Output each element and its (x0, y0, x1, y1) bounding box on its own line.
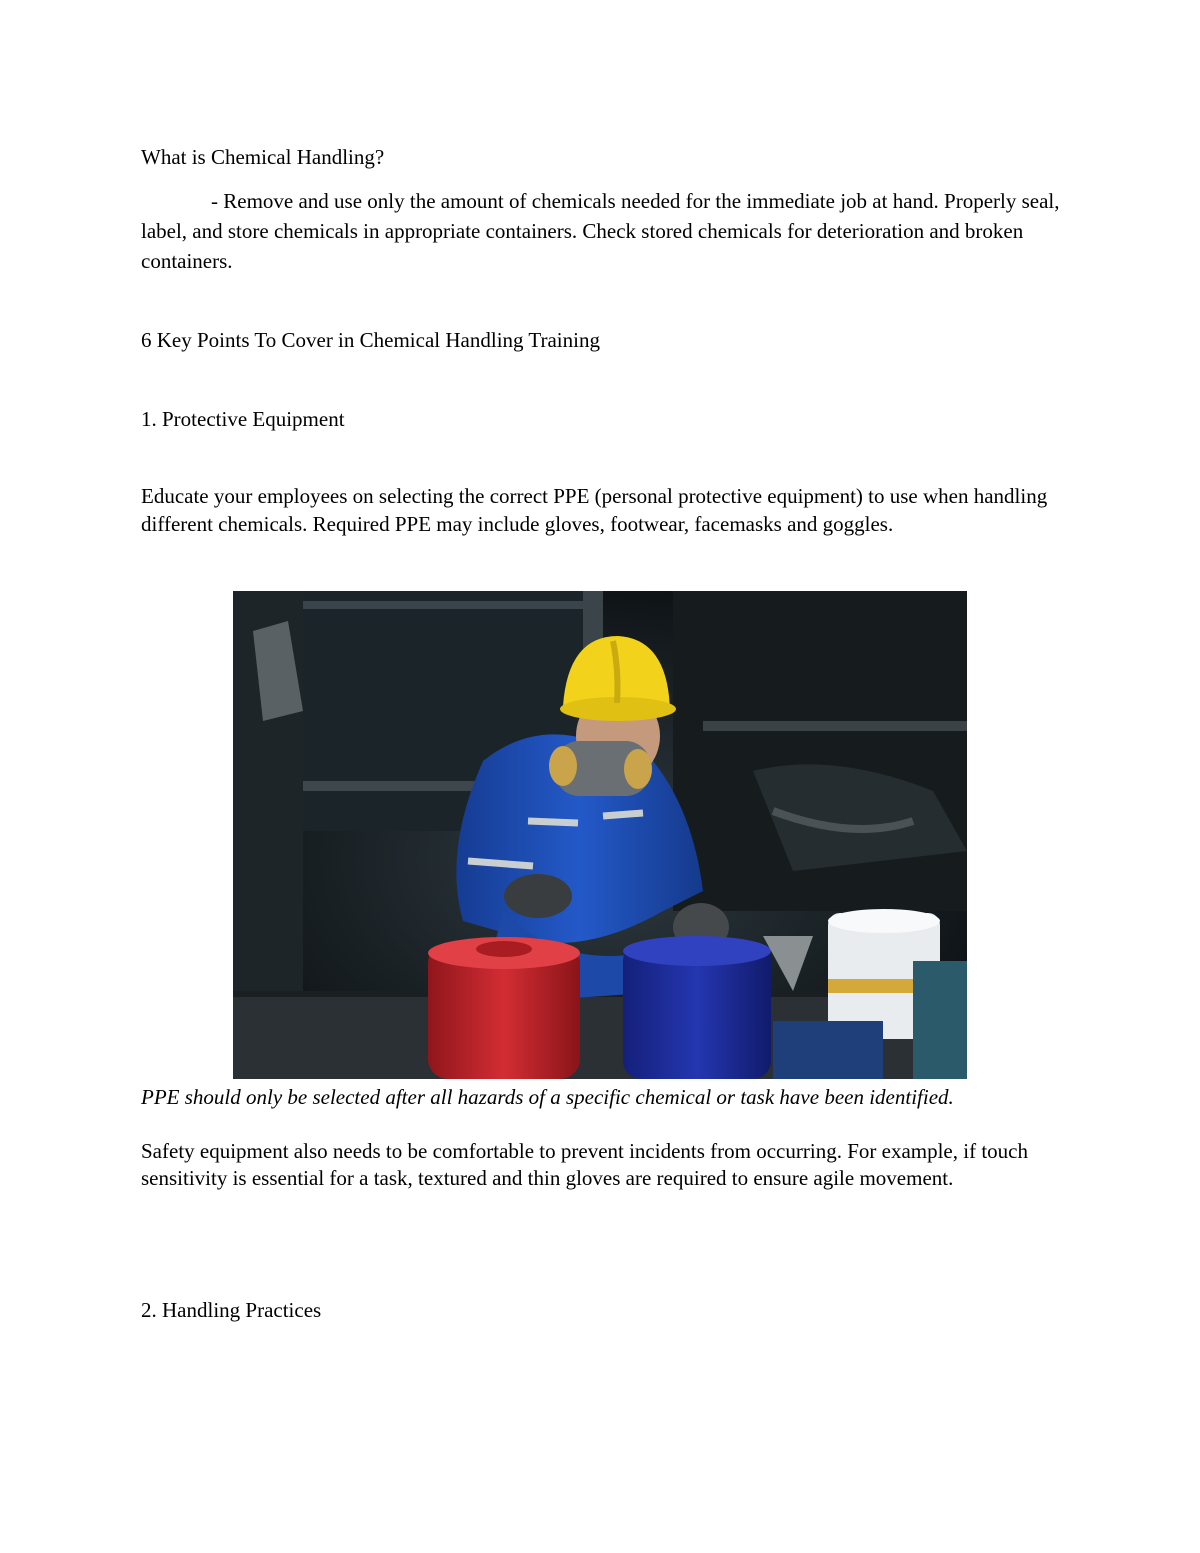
worker-with-chemical-containers-photo (233, 591, 967, 1079)
comfort-paragraph: Safety equipment also needs to be comfortable to prevent incidents from occurring. For example, if touch sensitivity is essential for a task, textured and thin gloves are required to ensure agile movement. (141, 1139, 1028, 1190)
intro-paragraph (141, 186, 1061, 276)
point-2-title: 2. Handling Practices (141, 1298, 322, 1322)
photo-caption: PPE should only be selected after all hazards of a specific chemical or task have been identified. (141, 1085, 954, 1109)
heading-what-is-chemical-handling: What is Chemical Handling? (141, 145, 385, 169)
intro-paragraph-text: - Remove and use only the amount of chemicals needed for the immediate job at hand. Properly seal, label, and store chemicals in appropriate containers. Check stored chemicals for deterioration and broken containers. (141, 189, 1060, 273)
point-1-body: Educate your employees on selecting the correct PPE (personal protective equipment) to use when handling different chemicals. Required PPE may include gloves, footwear, facemasks and goggles. (141, 484, 1048, 536)
point-1-title: 1. Protective Equipment (141, 407, 345, 431)
heading-key-points: 6 Key Points To Cover in Chemical Handling Training (141, 328, 600, 352)
